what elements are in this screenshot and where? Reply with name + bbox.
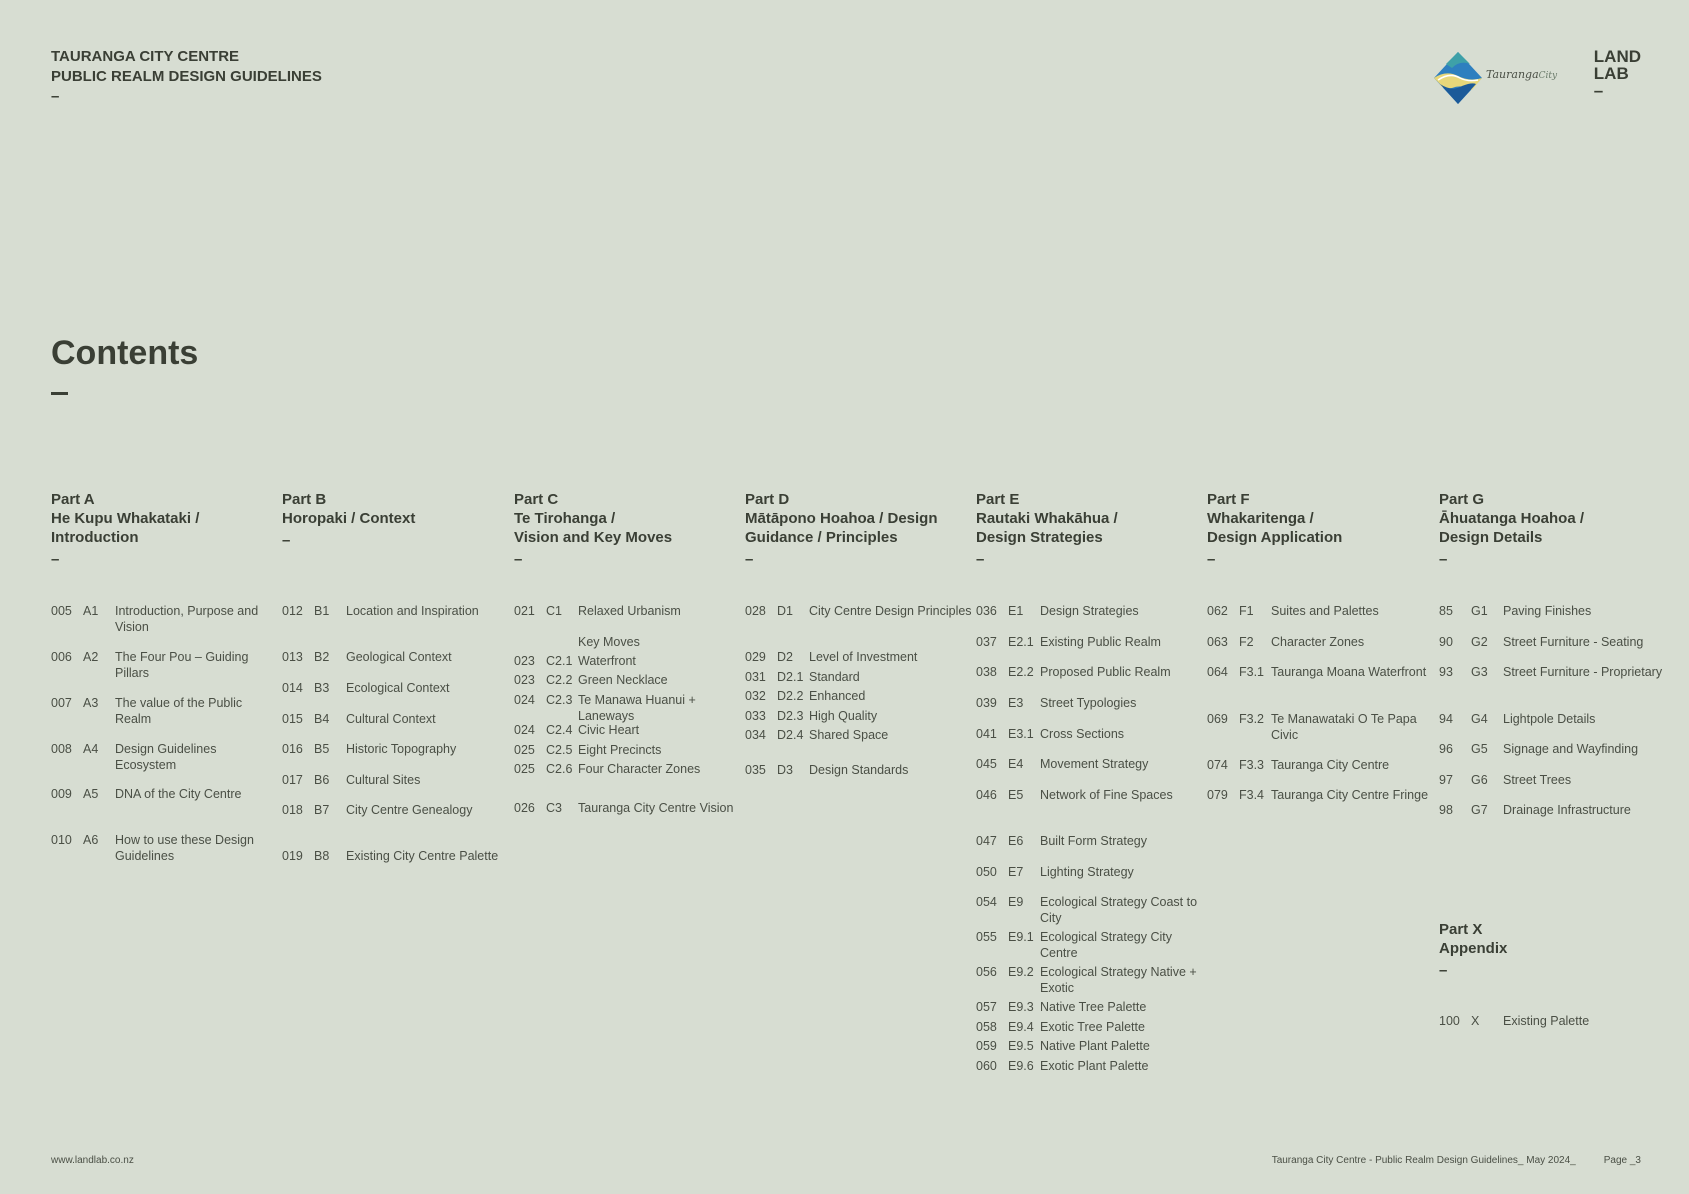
entry-page-number: 025 [514,762,535,776]
entry-page-number: 009 [51,787,72,801]
entry-page-number: 056 [976,965,997,979]
entry-code: B2 [314,650,330,664]
part-label: Part A [51,491,95,508]
entry-title: Drainage Infrastructure [1503,803,1631,817]
entry-title: Existing Palette [1503,1014,1590,1028]
entry-code: E5 [1008,788,1024,802]
entry-code: E7 [1008,865,1024,879]
entry-title: Design Strategies [1040,604,1139,618]
entry-page-number: 028 [745,604,766,618]
entry-code: D2.1 [777,670,804,684]
entry-page-number: 019 [282,849,303,863]
header-line-1: TAURANGA CITY CENTRE [51,48,240,65]
entry-page-number: 058 [976,1020,997,1034]
part-label: Part C [514,491,559,508]
entry-title: Level of Investment [809,650,918,664]
part-subtitle1: Te Tirohanga / [514,510,616,527]
entry-page-number: 85 [1439,604,1453,618]
entry-code: G6 [1471,773,1488,787]
entry-code: C2.2 [546,673,573,687]
entry-code: B4 [314,712,330,726]
entry-code: G4 [1471,712,1488,726]
entry-page-number: 012 [282,604,303,618]
entry-code: B6 [314,773,330,787]
logo-text: Tauranga [1486,68,1539,81]
entry-title: Native Tree Palette [1040,1000,1147,1014]
entry-title: Four Character Zones [578,762,701,776]
part-subtitle1: Horopaki / Context [282,510,416,527]
contents-part-column [745,490,972,777]
entry-title: Tauranga City Centre Vision [578,801,734,815]
entry-code: C1 [546,604,562,618]
entry-code: B1 [314,604,330,618]
entry-page-number: 93 [1439,665,1453,679]
entry-code: A1 [83,604,99,618]
contents-part-column [1207,490,1429,802]
entry-page-number: 007 [51,696,72,710]
part-dash: – [745,551,754,568]
entry-page-number: 98 [1439,803,1453,817]
entry-title: Cross Sections [1040,727,1125,741]
entry-code: D3 [777,763,793,777]
entry-title: Ecological Strategy Coast to City [1040,895,1198,925]
entry-title: Lighting Strategy [1040,865,1134,879]
entry-title: Te Manawataki O Te Papa Civic [1271,712,1417,742]
entry-code: F1 [1239,604,1254,618]
entry-page-number: 074 [1207,758,1228,772]
entry-title: The value of the Public Realm [115,696,243,726]
part-subtitle1: Whakaritenga / [1207,510,1314,527]
entry-page-number: 90 [1439,635,1453,649]
entry-page-number: 037 [976,635,997,649]
entry-title: Tauranga Moana Waterfront [1271,665,1427,679]
contents-title: Contents [51,334,199,372]
entry-page-number: 015 [282,712,303,726]
part-dash: – [51,551,60,568]
entry-title: Native Plant Palette [1040,1039,1150,1053]
entry-title: Introduction, Purpose and Vision [115,604,259,634]
entry-code: E9.3 [1008,1000,1034,1014]
entry-code: D2.3 [777,709,804,723]
part-subtitle2: Introduction [51,529,139,546]
contents-part-column [1439,490,1663,817]
entry-code: B7 [314,803,330,817]
entry-code: E9.6 [1008,1059,1034,1073]
entry-code: C2.1 [546,654,573,668]
entry-title: Tauranga City Centre Fringe [1271,788,1429,802]
part-label: Part G [1439,491,1485,508]
entry-page-number: 041 [976,727,997,741]
entry-page-number: 100 [1439,1014,1460,1028]
entry-title: Lightpole Details [1503,712,1596,726]
entry-code: G3 [1471,665,1488,679]
entry-page-number: 059 [976,1039,997,1053]
entry-code: A5 [83,787,99,801]
part-subtitle1: He Kupu Whakataki / [51,510,200,527]
entry-code: B5 [314,742,330,756]
brand-dash: – [1593,81,1604,100]
entry-code: C2.4 [546,723,573,737]
entry-title: Design Guidelines Ecosystem [115,742,217,772]
part-heading [514,490,734,547]
entry-code: A2 [83,650,99,664]
entry-page-number: 018 [282,803,303,817]
entry-page-number: 024 [514,723,535,737]
entry-title: Ecological Strategy City Centre [1040,930,1173,960]
entry-code: F3.1 [1239,665,1265,679]
part-subtitle2: Vision and Key Moves [514,529,673,546]
entry-title: Suites and Palettes [1271,604,1379,618]
entry-code: D1 [777,604,793,618]
entry-title: Waterfront [578,654,636,668]
entry-code: E9 [1008,895,1024,909]
entry-page-number: 029 [745,650,766,664]
entry-page-number: 025 [514,743,535,757]
entry-code: F3.2 [1239,712,1265,726]
entry-title: Movement Strategy [1040,757,1149,771]
part-heading [976,490,1196,547]
tauranga-logo-icon [1432,50,1484,106]
entry-code: E9.4 [1008,1020,1034,1034]
entry-code: E1 [1008,604,1024,618]
entry-page-number: 013 [282,650,303,664]
entry-page-number: 026 [514,801,535,815]
entry-page-number: 033 [745,709,766,723]
entry-title: Street Trees [1503,773,1572,787]
entry-page-number: 96 [1439,742,1453,756]
entry-code: B3 [314,681,330,695]
entry-title: High Quality [809,709,878,723]
part-label: Part B [282,491,327,508]
entry-title: Te Manawa Huanui + Laneways [578,693,696,723]
entry-page-number: 064 [1207,665,1228,679]
entry-code: F2 [1239,635,1254,649]
footer-document: Tauranga City Centre - Public Realm Design Guidelines_ May 2024_ [1271,1155,1576,1166]
part-subtitle2: Design Strategies [976,529,1103,546]
entry-page-number: 008 [51,742,72,756]
contents-part-column [514,490,734,815]
part-label: Part D [745,491,790,508]
entry-title: Existing City Centre Palette [346,849,499,863]
entry-title: Key Moves [578,635,640,649]
entry-page-number: 014 [282,681,303,695]
brand-line-1: LAND [1593,47,1641,66]
part-heading [1439,490,1659,547]
entry-title: City Centre Genealogy [346,803,473,817]
entry-code: D2.2 [777,689,804,703]
logo-suffix: City [1538,71,1558,81]
entry-code: F3.4 [1239,788,1265,802]
contents-part-column [51,490,271,863]
part-dash: – [1207,551,1216,568]
entry-code: G5 [1471,742,1488,756]
entry-page-number: 047 [976,834,997,848]
footer-website[interactable]: www.landlab.co.nz [51,1155,134,1166]
appendix-subtitle: Appendix [1439,940,1508,957]
entry-code: A4 [83,742,99,756]
entry-page-number: 062 [1207,604,1228,618]
entry-page-number: 054 [976,895,997,909]
part-heading [51,490,271,547]
entry-page-number: 060 [976,1059,997,1073]
entry-code: E2.1 [1008,635,1034,649]
part-heading [1207,490,1427,547]
part-heading [745,490,965,547]
entry-page-number: 97 [1439,773,1453,787]
entry-title: Proposed Public Realm [1040,665,1171,679]
tauranga-city-logo [1432,50,1558,106]
part-subtitle2: Guidance / Principles [745,529,898,546]
entry-page-number: 021 [514,604,535,618]
entry-code: A3 [83,696,99,710]
entry-page-number: 039 [976,696,997,710]
entry-code: A6 [83,833,99,847]
entry-page-number: 050 [976,865,997,879]
part-subtitle2: Design Details [1439,529,1543,546]
entry-title: Civic Heart [578,723,640,737]
entry-page-number: 017 [282,773,303,787]
entry-title: Location and Inspiration [346,604,479,618]
entry-code: X [1471,1014,1480,1028]
entry-title: Exotic Plant Palette [1040,1059,1149,1073]
entry-page-number: 010 [51,833,72,847]
entry-title: Tauranga City Centre [1271,758,1390,772]
entry-title: Standard [809,670,860,684]
part-label: Part E [976,491,1020,508]
entry-page-number: 063 [1207,635,1228,649]
entry-title: Cultural Context [346,712,436,726]
entry-title: Paving Finishes [1503,604,1592,618]
entry-title: Geological Context [346,650,452,664]
entry-page-number: 024 [514,693,535,707]
entry-page-number: 023 [514,654,535,668]
entry-page-number: 005 [51,604,72,618]
entry-page-number: 045 [976,757,997,771]
entry-page-number: 069 [1207,712,1228,726]
entry-title: How to use these Design Guidelines [115,833,254,863]
entry-title: Signage and Wayfinding [1503,742,1639,756]
entry-code: E3.1 [1008,727,1034,741]
entry-title: Relaxed Urbanism [578,604,681,618]
entry-code: E9.2 [1008,965,1034,979]
entry-page-number: 046 [976,788,997,802]
entry-title: Built Form Strategy [1040,834,1147,848]
entry-code: G7 [1471,803,1488,817]
entry-title: Street Typologies [1040,696,1137,710]
entry-title: Exotic Tree Palette [1040,1020,1145,1034]
part-dash: – [514,551,523,568]
entry-title: The Four Pou – Guiding Pillars [115,650,249,680]
entry-page-number: 038 [976,665,997,679]
part-dash: – [976,551,985,568]
entry-code: D2 [777,650,793,664]
appendix-heading [1439,920,1659,958]
entry-title: Design Standards [809,763,909,777]
entry-title: Eight Precincts [578,743,662,757]
entry-code: E4 [1008,757,1024,771]
entry-title: Green Necklace [578,673,668,687]
footer-info [1244,1155,1641,1166]
footer-page-number: Page _3 [1603,1155,1641,1166]
entry-title: Ecological Context [346,681,450,695]
entry-code: B8 [314,849,330,863]
appendix-label: Part X [1439,921,1483,938]
entry-code: F3.3 [1239,758,1265,772]
entry-title: Ecological Strategy Native + Exotic [1040,965,1197,995]
entry-code: C3 [546,801,562,815]
entry-title: Street Furniture - Proprietary [1503,665,1663,679]
entry-code: G1 [1471,604,1488,618]
entry-page-number: 035 [745,763,766,777]
entry-title: Cultural Sites [346,773,421,787]
entry-title: Existing Public Realm [1040,635,1161,649]
header-dash: – [51,88,60,105]
entry-page-number: 031 [745,670,766,684]
part-subtitle1: Rautaki Whakāhua / [976,510,1118,527]
entry-page-number: 057 [976,1000,997,1014]
entry-code: E3 [1008,696,1024,710]
entry-code: C2.3 [546,693,573,707]
part-subtitle1: Āhuatanga Hoahoa / [1439,510,1585,527]
entry-page-number: 023 [514,673,535,687]
entry-code: E9.5 [1008,1039,1034,1053]
entry-page-number: 016 [282,742,303,756]
entry-page-number: 94 [1439,712,1453,726]
appendix-dash: – [1439,962,1448,979]
entry-page-number: 032 [745,689,766,703]
part-dash: – [1439,551,1448,568]
entry-page-number: 079 [1207,788,1228,802]
entry-page-number: 055 [976,930,997,944]
part-heading [282,490,502,528]
entry-code: E9.1 [1008,930,1034,944]
entry-title: Street Furniture - Seating [1503,635,1644,649]
contents-part-column [282,490,502,863]
entry-title: Shared Space [809,728,889,742]
entry-page-number: 034 [745,728,766,742]
landlab-brand [1594,48,1641,99]
brand-line-2: LAB [1593,64,1629,83]
entry-code: G2 [1471,635,1488,649]
entry-code: E6 [1008,834,1024,848]
appendix-section [1439,920,1659,1028]
entry-code: C2.6 [546,762,573,776]
contents-part-column [976,490,1198,1073]
entry-code: D2.4 [777,728,804,742]
entry-page-number: 006 [51,650,72,664]
entry-title: Character Zones [1271,635,1365,649]
document-header [51,47,322,107]
logo-wordmark [1486,68,1557,81]
entry-page-number: 036 [976,604,997,618]
part-subtitle2: Design Application [1207,529,1343,546]
entry-title: Network of Fine Spaces [1040,788,1173,802]
entry-title: Historic Topography [346,742,457,756]
contents-dash [51,392,68,395]
entry-title: Enhanced [809,689,866,703]
part-label: Part F [1207,491,1250,508]
part-subtitle1: Mātāpono Hoahoa / Design [745,510,938,527]
entry-code: C2.5 [546,743,573,757]
header-line-2: PUBLIC REALM DESIGN GUIDELINES [51,68,322,85]
entry-code: E2.2 [1008,665,1034,679]
part-dash: – [282,532,291,549]
entry-title: City Centre Design Principles [809,604,972,618]
entry-title: DNA of the City Centre [115,787,242,801]
